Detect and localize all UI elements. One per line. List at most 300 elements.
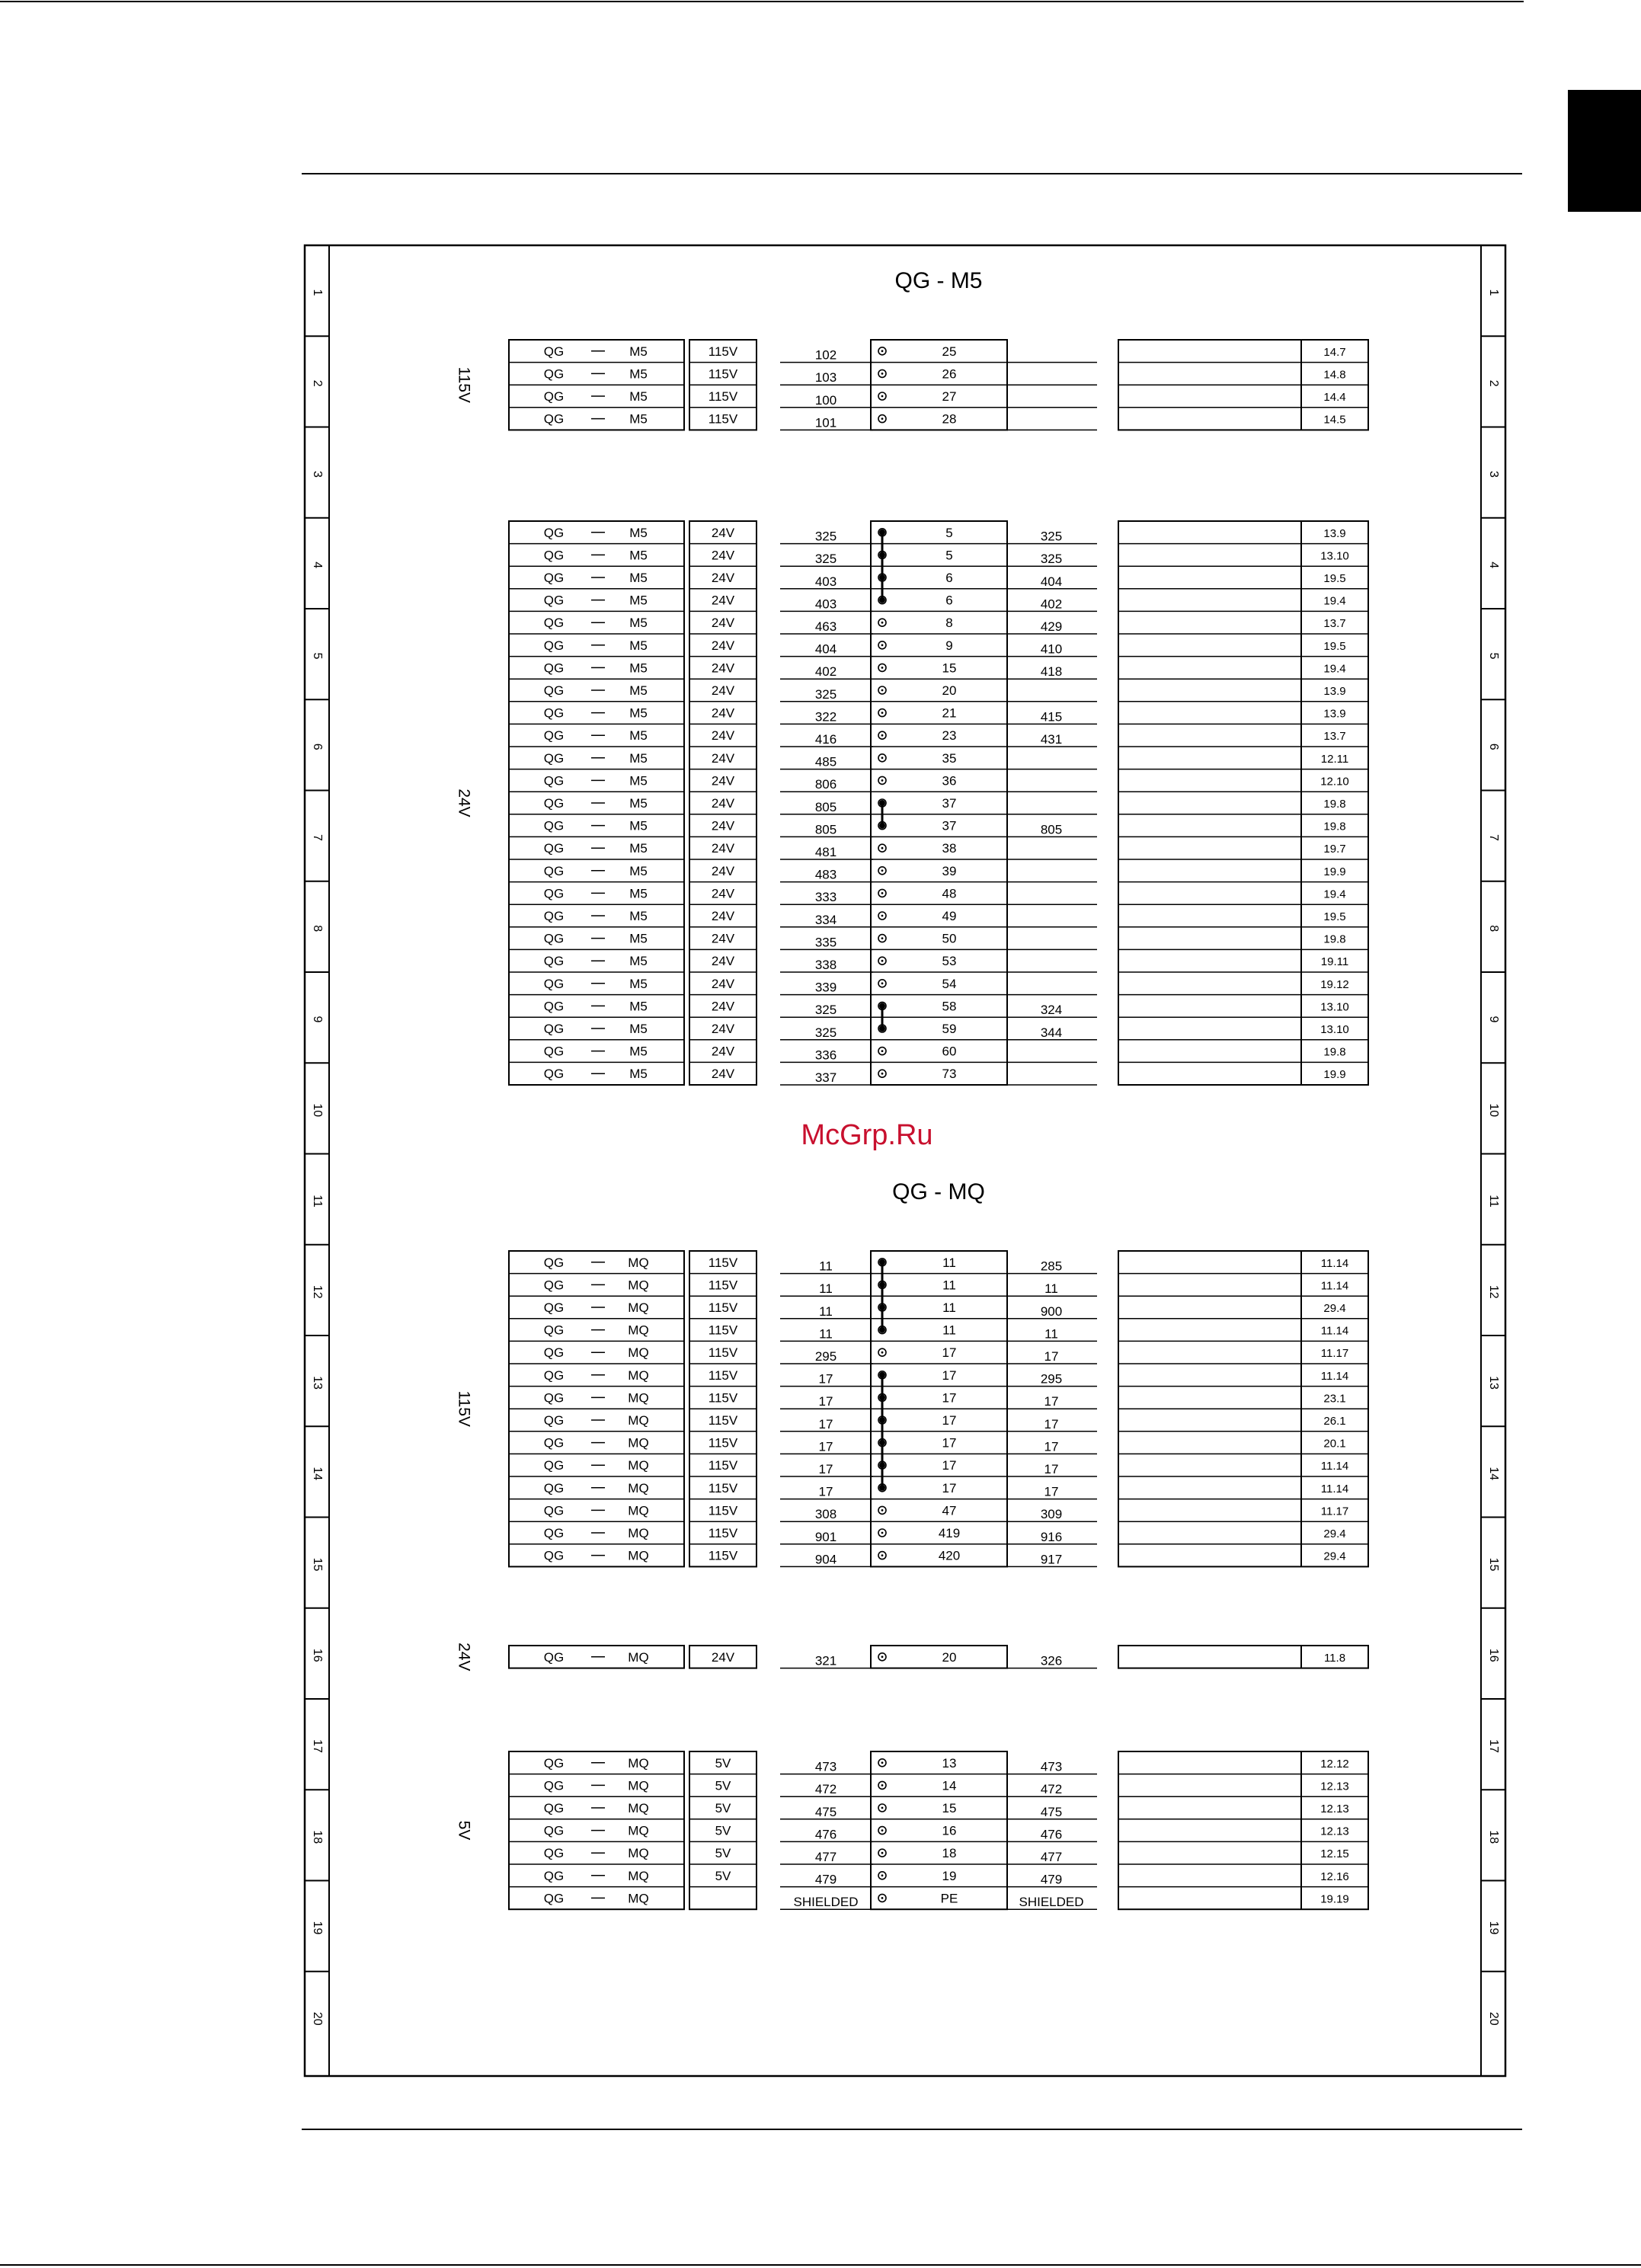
row-source: QG [543,1323,565,1338]
row-source: QG [543,1255,565,1270]
group-voltage-label: 24V [455,789,473,817]
page-reference: 11.14 [1320,1460,1349,1473]
terminal-number: 14 [942,1778,957,1793]
page-reference: 11.17 [1320,1347,1349,1361]
terminal-number: 58 [942,999,957,1014]
terminal-number: 17 [942,1435,957,1451]
wire-right-number: 17 [1044,1439,1059,1454]
terminal-number: 59 [942,1022,957,1036]
row-source: QG [543,525,565,540]
table-row [509,747,1368,769]
bridge-node [879,529,885,536]
bridge-node [879,1025,885,1032]
row-source: QG [543,999,565,1014]
row-voltage: 115V [708,1413,738,1428]
row-destination: M5 [629,411,648,427]
terminal-dot [881,712,884,714]
row-destination: M5 [629,593,648,608]
table-row [509,1521,1368,1544]
terminal-dot [881,644,884,646]
connector-group [455,521,1368,1085]
ruler-number: 8 [310,925,324,932]
terminal-number: 17 [942,1368,957,1383]
row-destination: M5 [629,841,648,856]
group-voltage-label: 115V [455,1390,473,1427]
row-destination: M5 [629,999,648,1014]
wire-left-number: 479 [814,1872,837,1887]
row-voltage: 5V [715,1823,731,1838]
table-row [509,1499,1368,1522]
connector-group [455,1751,1368,1909]
ruler-number: 13 [310,1376,324,1390]
wire-right-number: 479 [1040,1872,1063,1887]
terminal-number: 53 [942,954,957,969]
page-reference: 19.9 [1323,865,1346,878]
terminal-number: 21 [942,705,957,721]
row-voltage: 24V [711,999,735,1014]
row-voltage: 24V [711,593,735,608]
terminal-number: 39 [942,863,957,878]
wire-right-number: 17 [1044,1394,1059,1409]
bridge-node [879,1372,885,1378]
page-reference: 13.7 [1323,730,1346,744]
page-reference: 12.13 [1320,1780,1349,1793]
ruler-number: 18 [310,1830,324,1844]
terminal-number: 11 [942,1323,956,1338]
section-title: QG - MQ [892,1179,985,1204]
ruler-number: 7 [1486,834,1500,841]
terminal-dot [881,395,884,398]
bridge-node [879,1417,885,1423]
page-reference: 12.16 [1320,1870,1349,1883]
wire-left-number: 481 [814,845,837,859]
row-voltage: 115V [708,1255,738,1270]
wire-left-number: 335 [814,935,837,950]
page-reference: 12.15 [1320,1847,1349,1861]
row-voltage: 115V [708,1458,738,1473]
row-voltage: 24V [711,616,735,631]
table-row [509,882,1368,905]
wire-left-number: 805 [814,822,837,837]
row-source: QG [543,863,565,878]
row-source: QG [543,1458,565,1473]
terminal-number: 50 [942,931,957,946]
terminal-dot [881,960,884,962]
page-reference: 20.1 [1323,1437,1346,1451]
row-voltage: 24V [711,728,735,744]
wire-right-number: 17 [1044,1462,1059,1476]
row-voltage: 115V [708,1278,738,1293]
row-source: QG [543,1067,565,1082]
page-reference: 12.12 [1320,1757,1349,1771]
ruler-number: 2 [1486,379,1500,387]
wire-left-number: 477 [814,1850,837,1864]
wire-right-number: 11 [1044,1326,1058,1342]
ruler-number: 2 [310,379,324,387]
terminal-dot [881,1897,884,1899]
wire-right-number: 295 [1040,1371,1063,1387]
table-row [509,1841,1368,1864]
ruler-number: 6 [310,743,324,750]
terminal-dot [881,1807,884,1809]
wire-right-number: 404 [1040,574,1063,589]
page-reference: 14.4 [1323,391,1346,404]
row-source: QG [543,1846,565,1861]
table-row [509,1387,1368,1409]
bridge-node [879,552,885,558]
row-source: QG [543,750,565,766]
terminal-number: 35 [942,750,957,766]
wire-left-number: 473 [814,1759,837,1774]
wire-left-number: 321 [814,1653,837,1668]
wire-right-number: 476 [1040,1827,1063,1842]
row-source: QG [543,818,565,833]
row-voltage: 24V [711,1044,735,1059]
sections [455,268,1368,1909]
ruler-number: 11 [310,1195,324,1208]
wire-left-number: 17 [818,1394,833,1409]
row-source: QG [543,1778,565,1793]
ruler-number: 10 [310,1103,324,1118]
wire-left-number: 806 [814,777,837,792]
wire-right-number: SHIELDED [1019,1895,1084,1910]
bridge-node [879,574,885,581]
terminal-number: 6 [945,593,953,608]
table-row [509,589,1368,612]
page-reference: 19.11 [1320,955,1349,969]
row-destination: M5 [629,548,648,563]
row-voltage: 115V [708,1323,738,1338]
row-destination: MQ [628,1548,649,1563]
wire-left-number: 403 [814,597,837,612]
row-voltage: 115V [708,1345,738,1361]
wire-left-number: 475 [814,1804,837,1819]
row-voltage: 24V [711,841,735,856]
wire-left-number: 904 [814,1552,837,1567]
terminal-box [871,1751,1007,1909]
page-reference: 29.4 [1323,1302,1346,1315]
row-destination: MQ [628,1891,649,1906]
bridge-node [879,1003,885,1009]
table-row [509,769,1368,792]
row-destination: M5 [629,728,648,744]
ruler-number: 17 [310,1739,324,1753]
bridge-node [879,1304,885,1310]
row-destination: M5 [629,525,648,540]
terminal-dot [881,1554,884,1556]
row-voltage: 24V [711,886,735,901]
page-reference: 11.8 [1323,1651,1346,1665]
table-row [509,1319,1368,1342]
row-destination: MQ [628,1823,649,1838]
wire-right-number: 324 [1040,1003,1063,1018]
table-row [509,1364,1368,1387]
row-source: QG [543,1480,565,1495]
row-voltage: 24V [711,750,735,766]
page-reference: 19.5 [1323,910,1346,923]
terminal-number: 15 [942,661,957,676]
page-reference: 13.10 [1320,1000,1349,1014]
ruler-number: 6 [1486,743,1500,750]
terminal-number: 27 [942,389,957,404]
ruler-number: 20 [1486,2011,1500,2026]
page-reference: 19.9 [1323,1068,1346,1082]
table-row [509,972,1368,995]
wire-left-number: 17 [818,1439,833,1454]
wire-left-number: 11 [819,1304,833,1319]
row-voltage: 115V [708,366,738,382]
terminal-dot [881,622,884,624]
row-source: QG [543,1368,565,1383]
row-voltage: 115V [708,1390,738,1406]
page-reference: 19.19 [1320,1892,1349,1906]
ruler-number: 4 [310,561,324,569]
page-reference: 19.4 [1323,888,1346,901]
ruler-number: 20 [310,2011,324,2026]
wire-right-number: 17 [1044,1416,1059,1431]
row-destination: M5 [629,638,648,653]
terminal-dot [881,1761,884,1764]
page-reference: 19.4 [1323,594,1346,608]
watermark: McGrp.Ru [801,1119,933,1151]
row-source: QG [543,954,565,969]
table-row [509,1431,1368,1454]
page-reference: 26.1 [1323,1415,1346,1428]
table-row [509,1454,1368,1476]
terminal-number: 54 [942,976,957,991]
row-destination: MQ [628,1390,649,1406]
drawing-border [305,245,1505,2076]
terminal-number: 25 [942,344,957,359]
terminal-number: 419 [938,1526,961,1540]
row-source: QG [543,1390,565,1406]
row-destination: M5 [629,818,648,833]
ruler-number: 7 [310,834,324,841]
row-source: QG [543,886,565,901]
row-destination: M5 [629,976,648,991]
row-source: QG [543,1278,565,1293]
row-voltage: 24V [711,683,735,698]
table-row [509,634,1368,657]
terminal-dot [881,417,884,420]
wire-left-number: 325 [814,529,837,544]
terminal-box [871,521,1007,1085]
ruler-number: 1 [310,289,324,296]
wire-left-number: 11 [819,1281,833,1297]
row-source: QG [543,638,565,653]
table-row [509,837,1368,859]
row-destination: MQ [628,1526,649,1540]
page-reference: 11.14 [1320,1482,1349,1495]
connector-group [455,340,1368,430]
terminal-dot [881,982,884,984]
wire-right-number: 285 [1040,1259,1063,1274]
wire-left-number: 338 [814,958,837,972]
table-row [509,1017,1368,1040]
row-destination: M5 [629,1022,648,1036]
ruler-number: 13 [1486,1376,1500,1390]
wire-left-number: 476 [814,1827,837,1842]
row-destination: MQ [628,1345,649,1361]
row-destination: M5 [629,1044,648,1059]
ruler-number: 5 [310,652,324,660]
wire-right-number: 473 [1040,1759,1063,1774]
row-voltage: 115V [708,1368,738,1383]
page-reference: 19.4 [1323,662,1346,676]
wire-left-number: 339 [814,980,837,995]
row-voltage: 115V [708,1435,738,1451]
wire-right-number: 415 [1040,709,1063,725]
row-destination: MQ [628,1801,649,1815]
wire-right-number: 410 [1040,641,1063,657]
wire-left-number: 483 [814,867,837,882]
row-source: QG [543,705,565,721]
wire-left-number: 308 [814,1507,837,1522]
wire-left-number: 901 [814,1529,837,1544]
terminal-dot [881,915,884,917]
row-destination: MQ [628,1480,649,1495]
bridge-node [879,1462,885,1468]
wire-left-number: 102 [814,347,837,363]
ruler-left [305,289,329,2026]
page-reference: 12.10 [1320,775,1349,789]
ruler-number: 3 [310,471,324,478]
row-source: QG [543,366,565,382]
terminal-dot [881,892,884,894]
terminal-dot [881,1352,884,1354]
ruler-number: 12 [310,1284,324,1299]
row-voltage: 115V [708,411,738,427]
row-source: QG [543,796,565,811]
page-reference: 19.5 [1323,639,1346,653]
terminal-number: 17 [942,1458,957,1473]
terminal-dot [881,869,884,872]
row-destination: M5 [629,616,648,631]
row-source: QG [543,728,565,744]
ruler-number: 17 [1486,1739,1500,1753]
ruler-number: 5 [1486,652,1500,660]
chapter-tab [1568,90,1641,212]
terminal-number: 17 [942,1480,957,1495]
row-source: QG [543,1649,565,1665]
wire-left-number: 805 [814,799,837,814]
terminal-dot [881,689,884,692]
terminal-dot [881,1532,884,1534]
wire-right-number: 402 [1040,597,1063,612]
table-row [544,344,1346,363]
row-source: QG [543,976,565,991]
terminal-number: 28 [942,411,957,427]
wire-right-number: 916 [1040,1529,1063,1544]
row-destination: MQ [628,1323,649,1338]
wire-left-number: 334 [814,912,837,927]
row-voltage: 115V [708,1548,738,1563]
row-source: QG [543,1548,565,1563]
wire-left-number: 463 [814,619,837,634]
ruler-number: 9 [310,1016,324,1023]
terminal-number: PE [940,1891,958,1906]
section-qg-mq [455,1179,1368,1909]
row-destination: MQ [628,1868,649,1883]
terminal-number: 38 [942,841,957,856]
connector-group [455,1643,1368,1671]
row-voltage: 5V [715,1846,731,1861]
terminal-dot [881,1829,884,1831]
wire-left-number: 404 [814,641,837,657]
wire-left-number: 11 [819,1259,833,1274]
row-voltage: 5V [715,1778,731,1793]
table-row [509,385,1368,408]
row-voltage: 24V [711,796,735,811]
row-voltage: 24V [711,571,735,585]
wire-left-number: 325 [814,1003,837,1018]
table-row [509,1887,1368,1910]
wire-right-number: 325 [1040,529,1063,544]
table-row [509,995,1368,1018]
wire-left-number: 472 [814,1782,837,1797]
wire-right-number: 418 [1040,664,1063,680]
wire-right-number: 11 [1044,1281,1058,1297]
ruler-number: 8 [1486,925,1500,932]
bridge-node [879,1485,885,1491]
row-destination: MQ [628,1278,649,1293]
bridge-node [879,1259,885,1265]
ruler-number: 15 [310,1557,324,1572]
row-destination: M5 [629,773,648,789]
row-destination: M5 [629,705,648,721]
table-row [509,814,1368,837]
table-row [544,1256,1348,1274]
wire-right-number: 472 [1040,1782,1063,1797]
page-reference: 23.1 [1323,1392,1346,1406]
page-reference: 19.8 [1323,932,1346,946]
terminal-number: 47 [942,1503,957,1518]
ruler-number: 15 [1486,1557,1500,1572]
wire-left-number: 333 [814,890,837,905]
page-reference: 19.8 [1323,1045,1346,1059]
terminal-dot [881,1655,884,1658]
terminal-dot [881,779,884,782]
table-row [509,657,1368,680]
row-destination: M5 [629,661,648,676]
terminal-number: 17 [942,1390,957,1406]
table-row [509,927,1368,950]
row-destination: M5 [629,954,648,969]
terminal-dot [881,1874,884,1876]
group-voltage-label: 24V [455,1643,473,1671]
row-voltage: 24V [711,818,735,833]
wire-right-number: 475 [1040,1804,1063,1819]
row-voltage: 115V [708,389,738,404]
row-destination: MQ [628,1300,649,1315]
page-reference: 14.7 [1323,345,1346,359]
terminal-box [871,1646,1007,1668]
ruler-number: 9 [1486,1016,1500,1023]
terminal-number: 420 [938,1548,961,1563]
row-source: QG [543,344,565,359]
ruler-number: 4 [1486,561,1500,569]
ruler-number: 10 [1486,1103,1500,1118]
page-reference: 19.12 [1320,977,1349,991]
ruler-number: 16 [310,1648,324,1662]
row-source: QG [543,548,565,563]
row-voltage: 24V [711,638,735,653]
row-voltage: 24V [711,1022,735,1036]
row-source: QG [543,571,565,585]
terminal-number: 6 [945,571,953,585]
row-voltage: 24V [711,909,735,923]
row-voltage: 24V [711,661,735,676]
